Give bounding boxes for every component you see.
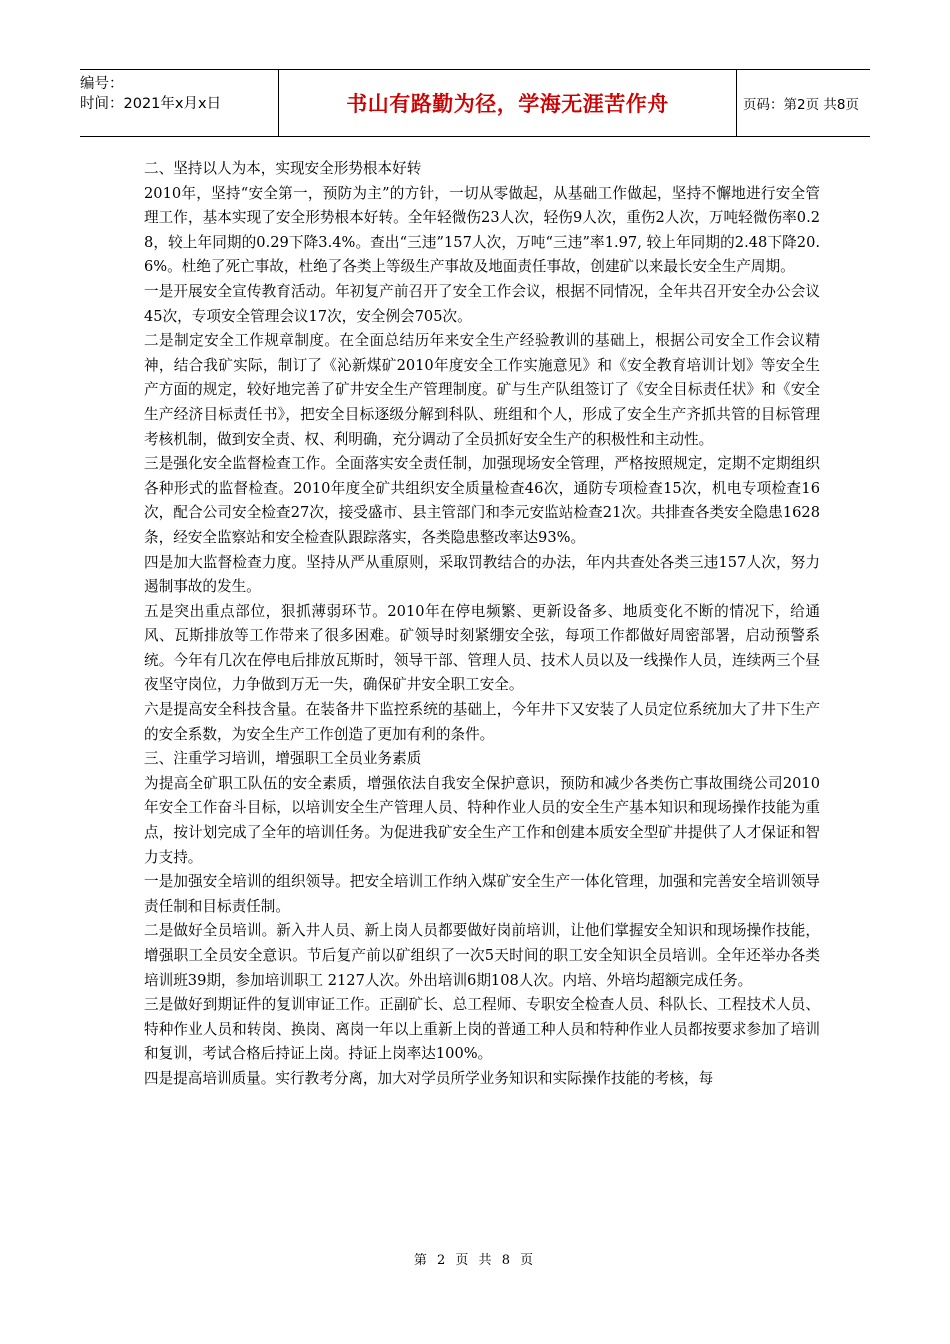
paragraph: 三是强化安全监督检查工作。全面落实安全责任制，加强现场安全管理，严格按照规定，定期不定期组织各种形式的监督检查。2010年度全矿共组织安全质量检查46次，通防专项检查15次，机电专项检查16次，配合公司安全检查27次，接受盛市、县主管部门和李元安监站检查21次。共排查各类安全隐患1628条，经安全监察站和安全检查队跟踪落实，各类隐患整改率达93%。 [144, 455, 820, 546]
section-heading: 二、坚持以人为本，实现安全形势根本好转 [144, 160, 422, 177]
page-header [80, 69, 870, 137]
paragraph: 四是加大监督检查力度。坚持从严从重原则，采取罚教结合的办法，年内共查处各类三违157人次，努力遏制事故的发生。 [144, 553, 820, 596]
header-page-cell [737, 70, 870, 136]
paragraph: 三是做好到期证件的复训审证工作。正副矿长、总工程师、专职安全检查人员、科队长、工程技术人员、特种作业人员和转岗、换岗、离岗一年以上重新上岗的普通工种人员和特种作业人员都按要求参加了培训和复训，考试合格后持证上岗。持证上岗率达100%。 [144, 996, 820, 1063]
header-meta [80, 70, 279, 136]
document-body [144, 157, 820, 1092]
header-page-info: 页码：第2页 共8页 [743, 97, 859, 113]
paragraph: 四是提高培训质量。实行教考分离，加大对学员所学业务知识和实际操作技能的考核，每 [144, 1069, 714, 1087]
document-date: 时间：2021年x月x日 [80, 96, 222, 112]
header-motto-cell [279, 70, 737, 136]
paragraph: 二是制定安全工作规章制度。在全面总结历年来安全生产经验教训的基础上，根据公司安全工作会议精神，结合我矿实际，制订了《沁新煤矿2010年度安全工作实施意见》和《安全教育培训计划》等安全生产方面的规定，较好地完善了矿井安全生产管理制度。矿与生产队组签订了《安全目标责任状》和《安全生产经济目标责任书》，把安全目标逐级分解到科队、班组和个人，形成了安全生产齐抓共管的目标管理考核机制，做到安全责、权、利明确，充分调动了全员抓好安全生产的积极性和主动性。 [144, 332, 820, 448]
paragraph: 2010年，坚持“安全第一，预防为主”的方针，一切从零做起，从基础工作做起，坚持不懈地进行安全管理工作，基本实现了安全形势根本好转。全年轻微伤23人次，轻伤9人次，重伤2人次，万吨轻微伤率0.28，较上年同期的0.29下降3.4%。查出“三违”157人次，万吨“三违”率1.97, 较上年同期的2.48下降20.6%。杜绝了死亡事故，杜绝了各类上等级生产事故及地面责任事故，创建矿以来最长安全生产周期。 [144, 184, 820, 276]
paragraph: 一是开展安全宣传教育活动。年初复产前召开了安全工作会议，根据不同情况，全年共召开安全办公会议45次，专项安全管理会议17次，安全例会705次。 [144, 282, 820, 325]
header-motto: 书山有路勤为径，学海无涯苦作舟 [346, 92, 669, 116]
paragraph: 一是加强安全培训的组织领导。把安全培训工作纳入煤矿安全生产一体化管理，加强和完善安全培训领导责任制和目标责任制。 [144, 873, 820, 915]
paragraph: 二是做好全员培训。新入井人员、新上岗人员都要做好岗前培训，让他们掌握安全知识和现场操作技能，增强职工全员安全意识。节后复产前以矿组织了一次5天时间的职工安全知识全员培训。全年还举办各类培训班39期，参加培训职工 2127人次。外出培训6期108人次。内培、外培均超额完成任务。 [144, 922, 820, 989]
document-number-label: 编号： [80, 76, 124, 92]
section-heading: 三、注重学习培训，增强职工全员业务素质 [144, 750, 422, 768]
page-footer: 第 2 页 共 8 页 [413, 1253, 537, 1268]
paragraph: 为提高全矿职工队伍的安全素质，增强依法自我安全保护意识，预防和减少各类伤亡事故围绕公司2010年安全工作奋斗目标，以培训安全生产管理人员、特种作业人员的安全生产基本知识和现场操作技能为重点，按计划完成了全年的培训任务。为促进我矿安全生产工作和创建本质安全型矿井提供了人才保证和智力支持。 [144, 774, 820, 866]
paragraph: 六是提高安全科技含量。在装备井下监控系统的基础上，今年井下又安装了人员定位系统加大了井下生产的安全系数，为安全生产工作创造了更加有利的条件。 [144, 701, 820, 743]
paragraph: 五是突出重点部位，狠抓薄弱环节。2010年在停电频繁、更新设备多、地质变化不断的情况下，给通风、瓦斯排放等工作带来了很多困难。矿领导时刻紧绷安全弦，每项工作都做好周密部署，启动预警系统。今年有几次在停电后排放瓦斯时，领导干部、管理人员、技术人员以及一线操作人员，连续两三个昼夜坚守岗位，力争做到万无一失，确保矿井安全职工安全。 [144, 602, 820, 694]
